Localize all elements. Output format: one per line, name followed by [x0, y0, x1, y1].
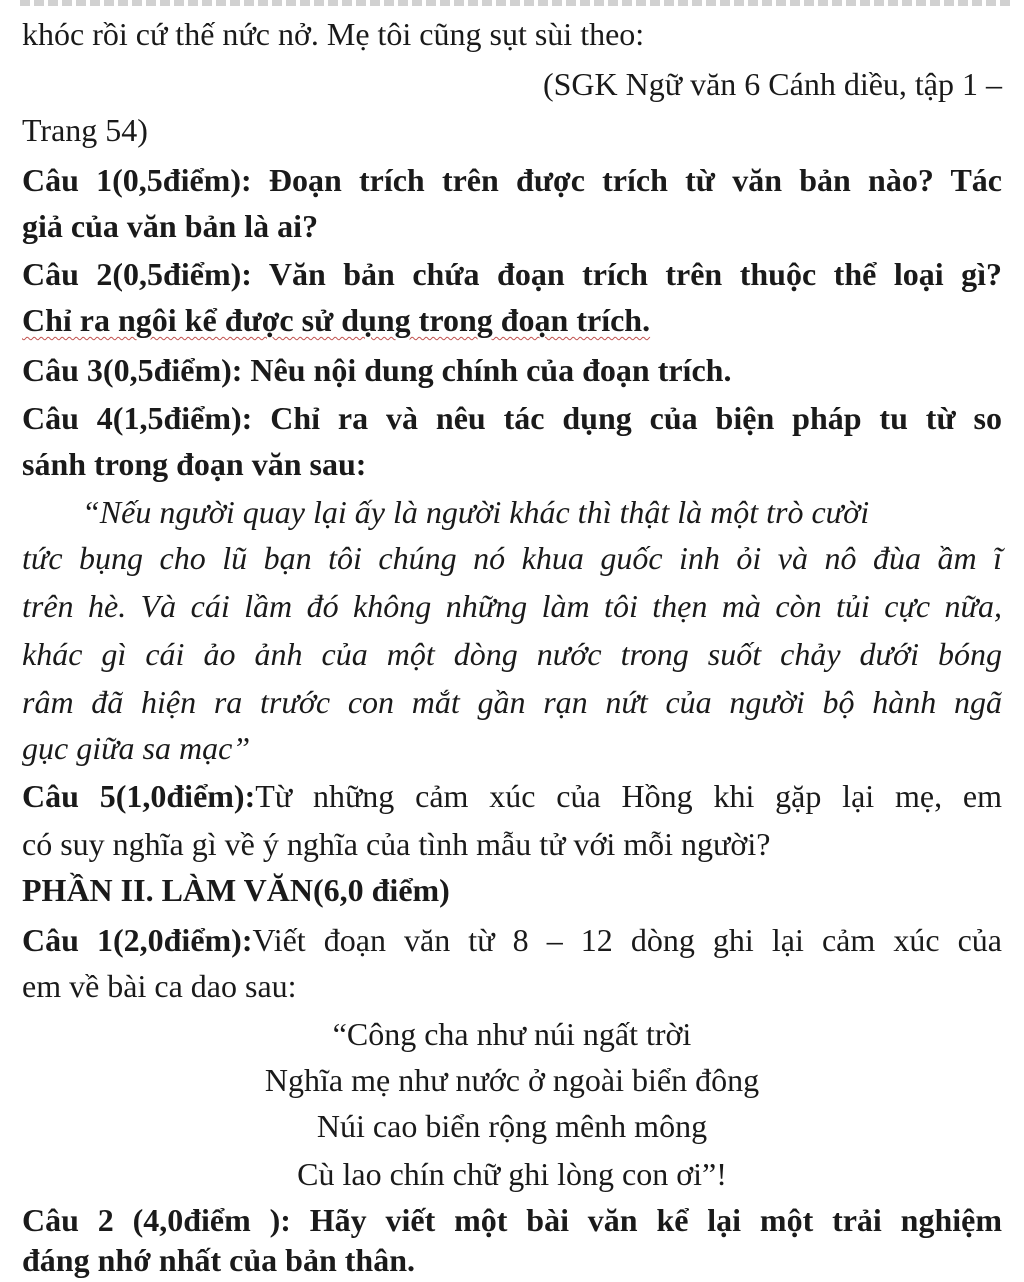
- poem-line-4: Cù lao chín chữ ghi lòng con ơi”!: [297, 1156, 727, 1192]
- part-2-question-2-line-2: đáng nhớ nhất của bản thân.: [22, 1242, 415, 1278]
- question-3-line: Câu 3(0,5điểm): Nêu nội dung chính của đoạn trích.: [22, 352, 732, 388]
- intro-line: khóc rồi cứ thế nức nở. Mẹ tôi cũng sụt sùi theo:: [22, 16, 645, 52]
- cropped-previous-line: [20, 0, 1010, 6]
- question-2-line-1: Câu 2(0,5điểm): Văn bản chứa đoạn trích trên thuộc thể loại gì?: [22, 256, 1002, 292]
- quote-line-4: khác gì cái ảo ảnh của một dòng nước trong suốt chảy dưới bóng: [22, 636, 1002, 672]
- part-2-question-1-line-2: em về bài ca dao sau:: [22, 968, 297, 1004]
- part-2-question-2-line-1: Câu 2 (4,0điểm ): Hãy viết một bài văn kể lại một trải nghiệm: [22, 1202, 1002, 1238]
- source-line-1: (SGK Ngữ văn 6 Cánh diều, tập 1 –: [542, 66, 1002, 102]
- question-2-line-2-text: Chỉ ra ngôi kể được sử dụng trong đoạn trích.: [22, 302, 651, 338]
- quote-line-6: gục giữa sa mạc”: [22, 730, 251, 766]
- part-2-question-1-line-1: [22, 920, 1002, 962]
- source-line-2: Trang 54): [22, 112, 148, 148]
- question-5-label: Câu 5(1,0điểm):: [22, 778, 256, 814]
- question-5-line-2: có suy nghĩa gì về ý nghĩa của tình mẫu tử với mỗi người?: [22, 826, 771, 862]
- poem-line-1: “Công cha như núi ngất trời: [332, 1016, 692, 1052]
- part-2-heading: PHẦN II. LÀM VĂN(6,0 điểm): [22, 872, 450, 908]
- question-1-line-1: Câu 1(0,5điểm): Đoạn trích trên được trích từ văn bản nào? Tác: [22, 162, 1002, 198]
- question-4-line-2: sánh trong đoạn văn sau:: [22, 446, 367, 482]
- quote-line-5: râm đã hiện ra trước con mắt gần rạn nứt của người bộ hành ngã: [22, 684, 1002, 720]
- quote-line-3: trên hè. Và cái lầm đó không những làm tôi thẹn mà còn tủi cực nữa,: [22, 588, 1002, 624]
- question-5-line-1: [22, 776, 1002, 818]
- question-1-line-2: giả của văn bản là ai?: [22, 208, 319, 244]
- question-4-line-1: Câu 4(1,5điểm): Chỉ ra và nêu tác dụng của biện pháp tu từ so: [22, 400, 1002, 436]
- poem-line-3: Núi cao biển rộng mênh mông: [316, 1108, 708, 1144]
- poem-line-2: Nghĩa mẹ như nước ở ngoài biển đông: [264, 1062, 760, 1098]
- quote-line-2: tức bụng cho lũ bạn tôi chúng nó khua guốc inh ỏi và nô đùa ầm ĩ: [22, 540, 1002, 576]
- question-5-text-1: Từ những cảm xúc của Hồng khi gặp lại mẹ, em: [255, 778, 1003, 814]
- question-2-line-2: [22, 300, 1002, 342]
- part-2-question-1-text-1: Viết đoạn văn từ 8 – 12 dòng ghi lại cảm xúc của: [252, 922, 1003, 958]
- part-2-question-1-label: Câu 1(2,0điểm):: [22, 922, 253, 958]
- quote-line-1: “Nếu người quay lại ấy là người khác thì thật là một trò cười: [82, 494, 870, 530]
